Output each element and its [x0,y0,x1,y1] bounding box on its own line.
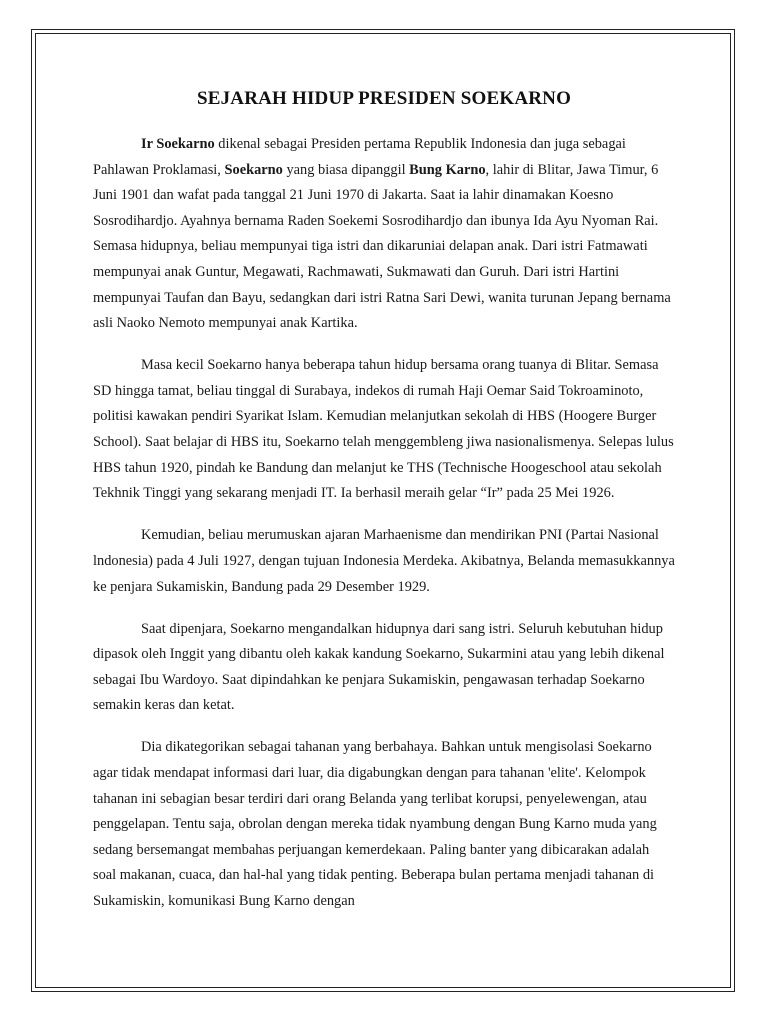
document-title: SEJARAH HIDUP PRESIDEN SOEKARNO [196,88,572,109]
paragraph-1 [93,132,675,337]
text-run: Kemudian, beliau merumuskan ajaran Marhaenisme dan mendirikan PNI (Partai Nasional lndonesia) pada 4 Juli 1927, dengan tujuan Indonesia Merdeka. Akibatnya, Belanda memasukkannya ke penjara Sukamiskin, Bandung pada 29 Desember 1929. [93,527,675,595]
paragraph-4 [93,617,675,719]
paragraph-3 [93,523,675,600]
text-run: Masa kecil Soekarno hanya beberapa tahun hidup bersama orang tuanya di Blitar. Semasa SD hingga tamat, beliau tinggal di Surabaya, indekos di rumah Haji Oemar Said Tokroaminoto, politisi kawakan pendiri Syarikat Islam. Kemudian melanjutkan sekolah di HBS (Hoogere Burger School). Saat belajar di HBS itu, Soekarno telah menggembleng jiwa nasionalismenya. Selepas lulus HBS tahun 1920, pindah ke Bandung dan melanjut ke THS (Technische Hoogeschool atau sekolah Tekhnik Tinggi yang sekarang menjadi IT. Ia berhasil meraih gelar “Ir” pada 25 Mei 1926. [93,357,674,502]
text-run: , lahir di Blitar, Jawa Timur, 6 Juni 1901 dan wafat pada tanggal 21 Juni 1970 di Jakarta. Saat ia lahir dinamakan Koesno Sosrodihardjo. Ayahnya bernama Raden Soekemi Sosrodihardjo dan ibunya Ida Ayu Nyoman Rai. Semasa hidupnya, beliau mempunyai tiga istri dan dikaruniai delapan anak. Dari istri Fatmawati mempunyai anak Guntur, Megawati, Rachmawati, Sukmawati dan Guruh. Dari istri Hartini mempunyai Taufan dan Bayu, sedangkan dari istri Ratna Sari Dewi, wanita turunan Jepang bernama asli Naoko Nemoto mempunyai anak Kartika. [93,161,671,332]
text-run: Saat dipenjara, Soekarno mengandalkan hidupnya dari sang istri. Seluruh kebutuhan hidup dipasok oleh Inggit yang dibantu oleh kakak kandung Soekarno, Sukarmini atau yang lebih dikenal sebagai Ibu Wardoyo. Saat dipindahkan ke penjara Sukamiskin, pengawasan terhadap Soekarno semakin keras dan ketat. [93,620,665,714]
text-run: dikenal sebagai Presiden pertama Republik Indonesia dan juga sebagai Pahlawan Proklamasi, [93,136,626,178]
bold-run: Ir Soekarno [141,136,215,152]
bold-run: Soekarno [224,161,283,178]
paragraph-2 [93,353,675,507]
paragraph-5 [93,735,675,914]
text-run: yang biasa dipanggil [282,161,410,178]
bold-run: Bung Karno [409,161,486,178]
document-body [93,88,675,931]
text-run: Dia dikategorikan sebagai tahanan yang berbahaya. Bahkan untuk mengisolasi Soekarno agar tidak mendapat informasi dari luar, dia digabungkan dengan para tahanan 'elite'. Kelompok tahanan ini sebagian besar terdiri dari orang Belanda yang terlibat korupsi, penyelewengan, atau penggelapan. Tentu saja, obrolan dengan mereka tidak nyambung dengan Bung Karno muda yang sedang bersemangat membahas perjuangan kemerdekaan. Paling banter yang dibicarakan adalah soal makanan, cuaca, dan hal-hal yang tidak penting. Beberapa bulan pertama menjadi tahanan di Sukamiskin, komunikasi Bung Karno dengan [93,739,657,910]
